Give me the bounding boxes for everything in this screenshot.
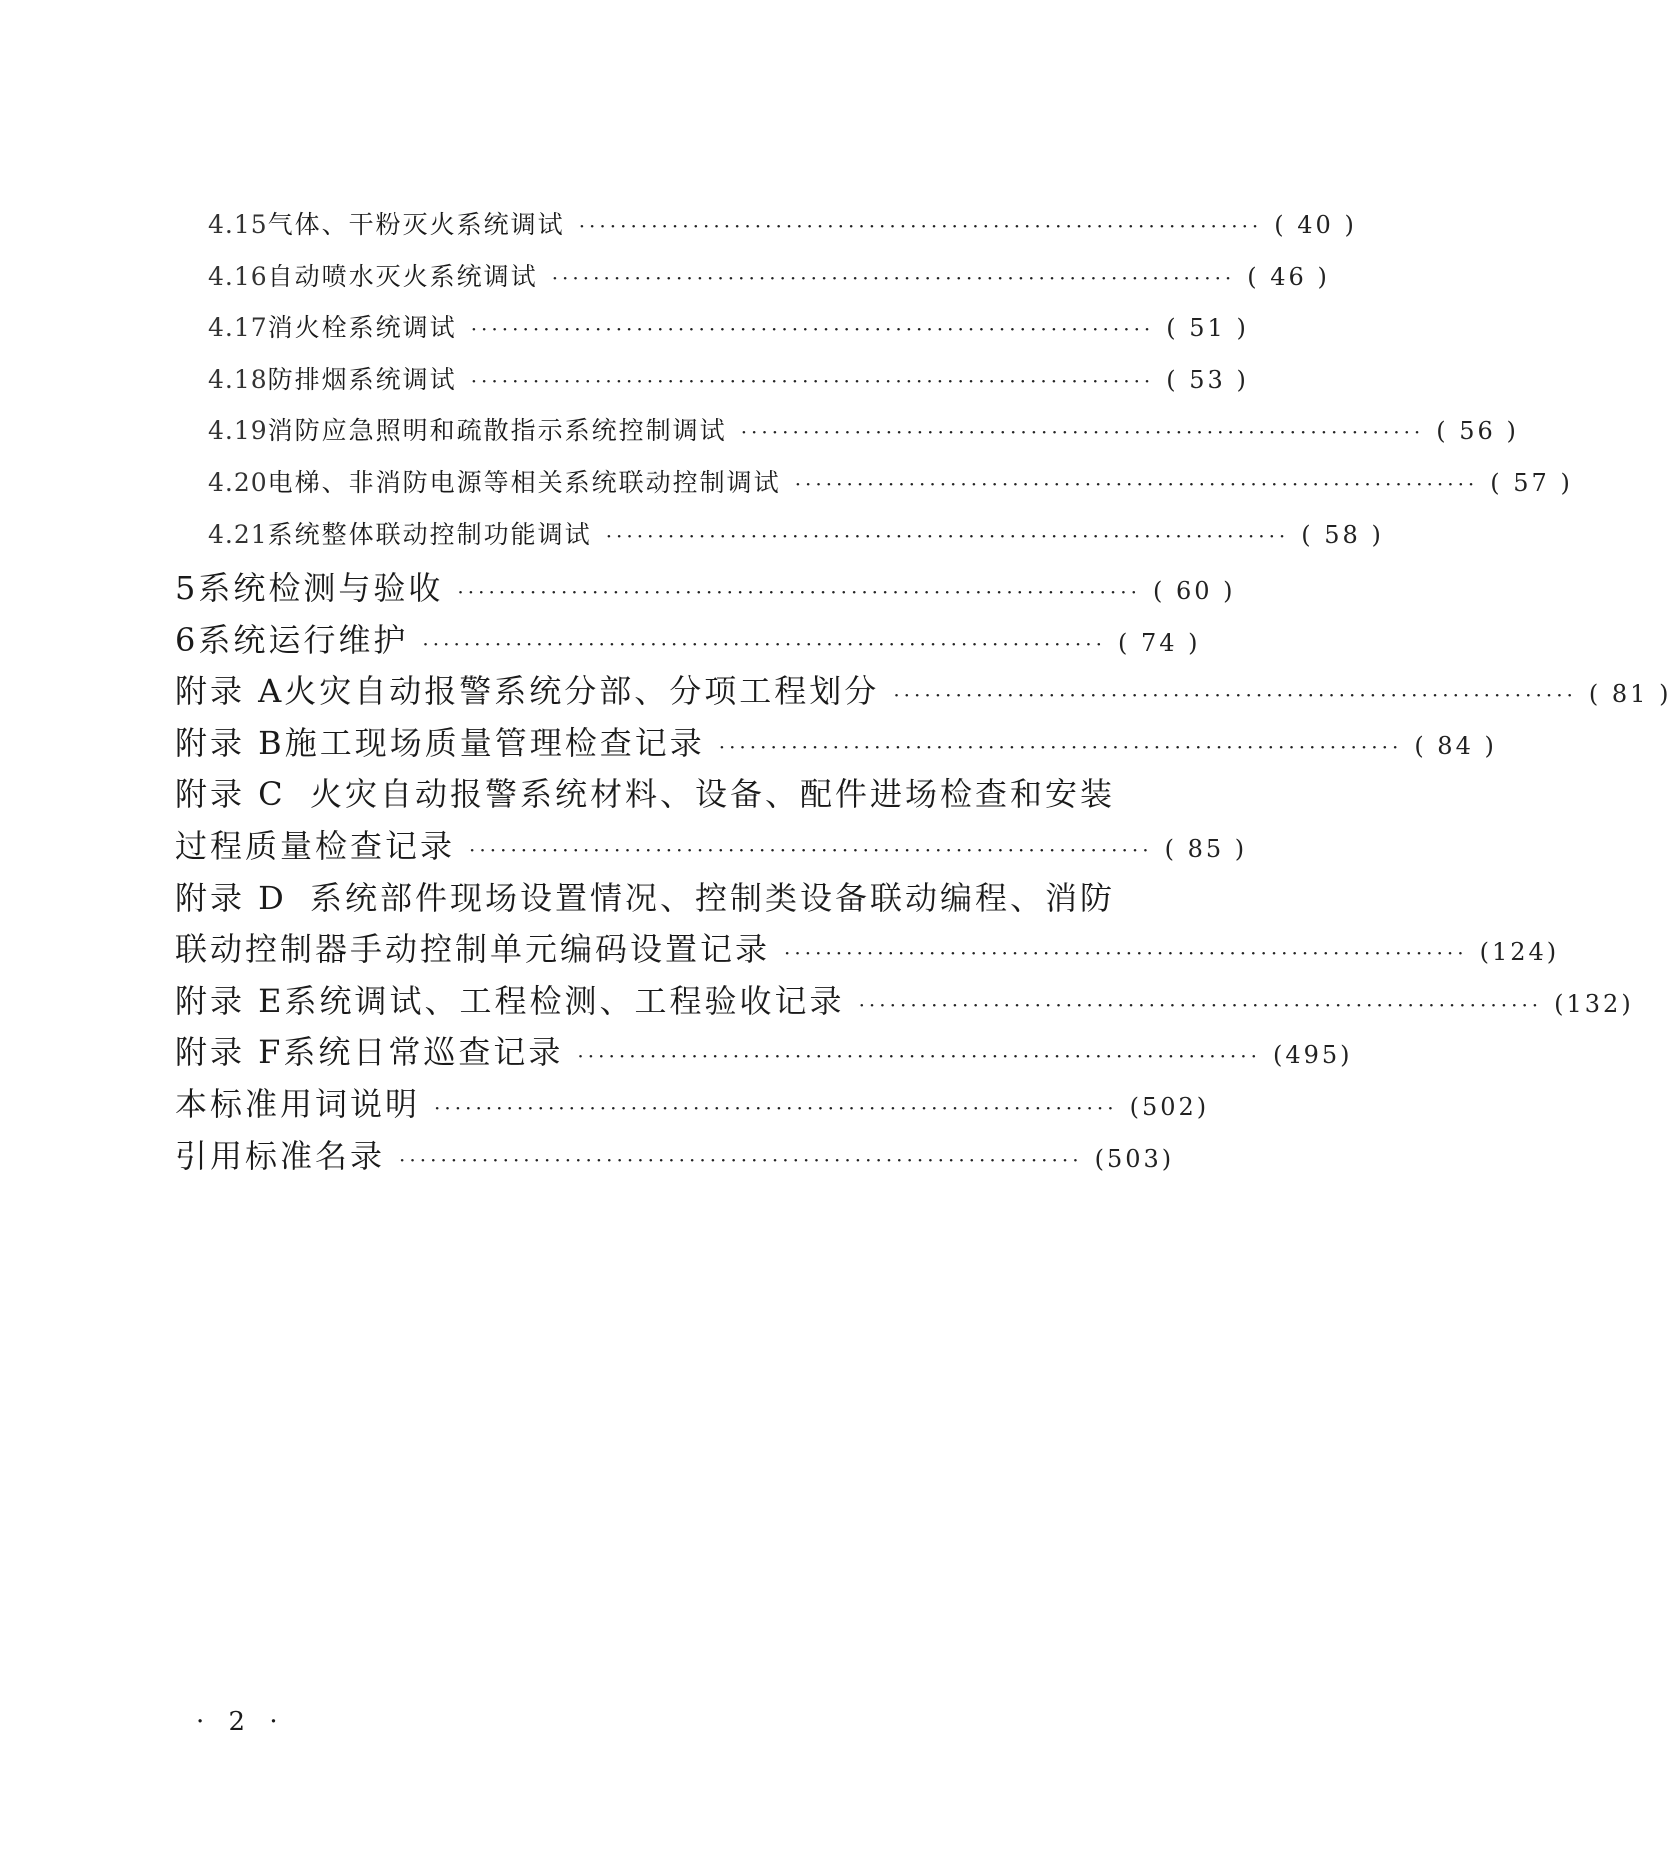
section-number: 4.20 (208, 468, 268, 497)
dot-leader: ·································································· (794, 472, 1479, 496)
section-title: 消防应急照明和疏散指示系统控制调试 (267, 416, 727, 445)
dot-leader: ·································································· (470, 369, 1155, 393)
toc-entry-4-18 (175, 360, 1249, 396)
appendix-label: 附录 F (175, 1033, 284, 1071)
page-ref: ( 51 ) (1166, 314, 1249, 342)
dot-leader: ·································································· (422, 632, 1106, 656)
section-title: 防排烟系统调试 (267, 365, 457, 394)
page-ref: ( 60 ) (1152, 577, 1236, 605)
chapter-number: 6 (175, 621, 199, 659)
appendix-label: 附录 E (175, 982, 285, 1020)
toc-entry-appendix-d-cont (175, 924, 1560, 970)
page-ref: (495) (1273, 1041, 1353, 1069)
dot-leader: ·································································· (858, 993, 1543, 1017)
toc-entry-4-16 (175, 257, 1330, 293)
dot-leader: ·································································· (551, 266, 1236, 290)
dot-leader: ·································································· (434, 1096, 1118, 1120)
toc-entry-appendix-c (175, 769, 1135, 815)
page-ref: ( 46 ) (1247, 263, 1330, 291)
appendix-label: 附录 B (175, 724, 285, 762)
chapter-title: 系统检测与验收 (198, 569, 444, 607)
entry-title: 引用标准名录 (175, 1137, 386, 1175)
toc-entry-6 (175, 615, 1201, 661)
page-ref: (132) (1554, 990, 1634, 1018)
toc-entry-appendix-a (175, 666, 1671, 712)
page-ref: ( 56 ) (1436, 417, 1519, 445)
page-ref: ( 81 ) (1588, 680, 1671, 708)
section-number: 4.15 (208, 210, 268, 239)
section-title: 自动喷水灭火系统调试 (267, 262, 538, 291)
section-number: 4.17 (208, 313, 268, 342)
appendix-title: 系统调试、工程检测、工程验收记录 (284, 982, 845, 1020)
dot-leader: ·································································· (399, 1148, 1083, 1172)
dot-leader: ·································································· (718, 735, 1403, 759)
toc-entry-5 (175, 563, 1236, 609)
appendix-title: 火灾自动报警系统分部、分项工程划分 (284, 672, 880, 710)
page-ref: ( 57 ) (1490, 469, 1573, 497)
dot-leader: ·································································· (893, 683, 1577, 707)
toc-entry-terms (175, 1079, 1210, 1125)
toc-entry-4-19 (175, 411, 1519, 447)
dot-leader: ·································································· (457, 580, 1141, 604)
dot-leader: ·································································· (605, 524, 1290, 548)
appendix-label: 附录 C (175, 775, 286, 813)
section-number: 4.21 (208, 520, 268, 549)
section-title: 气体、干粉灭火系统调试 (267, 210, 565, 239)
page-ref: ( 53 ) (1166, 366, 1249, 394)
toc-entry-4-20 (175, 463, 1573, 499)
toc-entry-appendix-c-cont (175, 821, 1248, 867)
page-ref: ( 85 ) (1164, 835, 1248, 863)
section-title: 电梯、非消防电源等相关系统联动控制调试 (267, 468, 781, 497)
dot-leader: ·································································· (740, 420, 1425, 444)
chapter-title: 系统运行维护 (198, 621, 409, 659)
dot-leader: ·································································· (578, 214, 1263, 238)
section-number: 4.16 (208, 262, 268, 291)
dot-leader: ·································································· (784, 941, 1468, 965)
toc-entry-4-21 (175, 515, 1384, 551)
dot-leader: ·································································· (577, 1044, 1261, 1068)
appendix-label: 附录 A (175, 672, 285, 710)
appendix-title: 火灾自动报警系统材料、设备、配件进场检查和安装 (310, 775, 1116, 813)
appendix-title: 系统日常巡查记录 (283, 1033, 564, 1071)
chapter-number: 5 (175, 569, 199, 607)
toc-entry-references (175, 1131, 1175, 1177)
section-number: 4.19 (208, 416, 268, 445)
page-ref: ( 58 ) (1301, 521, 1384, 549)
appendix-title-continued: 联动控制器手动控制单元编码设置记录 (175, 930, 771, 968)
appendix-title-continued: 过程质量检查记录 (175, 827, 456, 865)
toc-entry-4-17 (175, 308, 1249, 344)
appendix-title: 系统部件现场设置情况、控制类设备联动编程、消防 (310, 879, 1116, 917)
toc-entry-4-15 (175, 205, 1357, 241)
entry-title: 本标准用词说明 (175, 1085, 421, 1123)
toc-entry-appendix-b (175, 718, 1497, 764)
section-title: 消火栓系统调试 (267, 313, 457, 342)
page-ref: (502) (1129, 1093, 1210, 1121)
page-ref: (503) (1094, 1145, 1175, 1173)
toc-entry-appendix-e (175, 976, 1634, 1022)
page-ref: ( 84 ) (1414, 732, 1497, 760)
section-title: 系统整体联动控制功能调试 (267, 520, 592, 549)
appendix-label: 附录 D (175, 879, 287, 917)
dot-leader: ·································································· (469, 838, 1153, 862)
appendix-title: 施工现场质量管理检查记录 (284, 724, 705, 762)
page-number: · 2 · (196, 1707, 286, 1737)
toc-entry-appendix-d (175, 873, 1135, 919)
page-ref: ( 40 ) (1274, 211, 1357, 239)
dot-leader: ·································································· (470, 317, 1155, 341)
page-ref: ( 74 ) (1117, 629, 1201, 657)
toc-entry-appendix-f (175, 1027, 1353, 1073)
section-number: 4.18 (208, 365, 268, 394)
page-ref: (124) (1479, 938, 1560, 966)
